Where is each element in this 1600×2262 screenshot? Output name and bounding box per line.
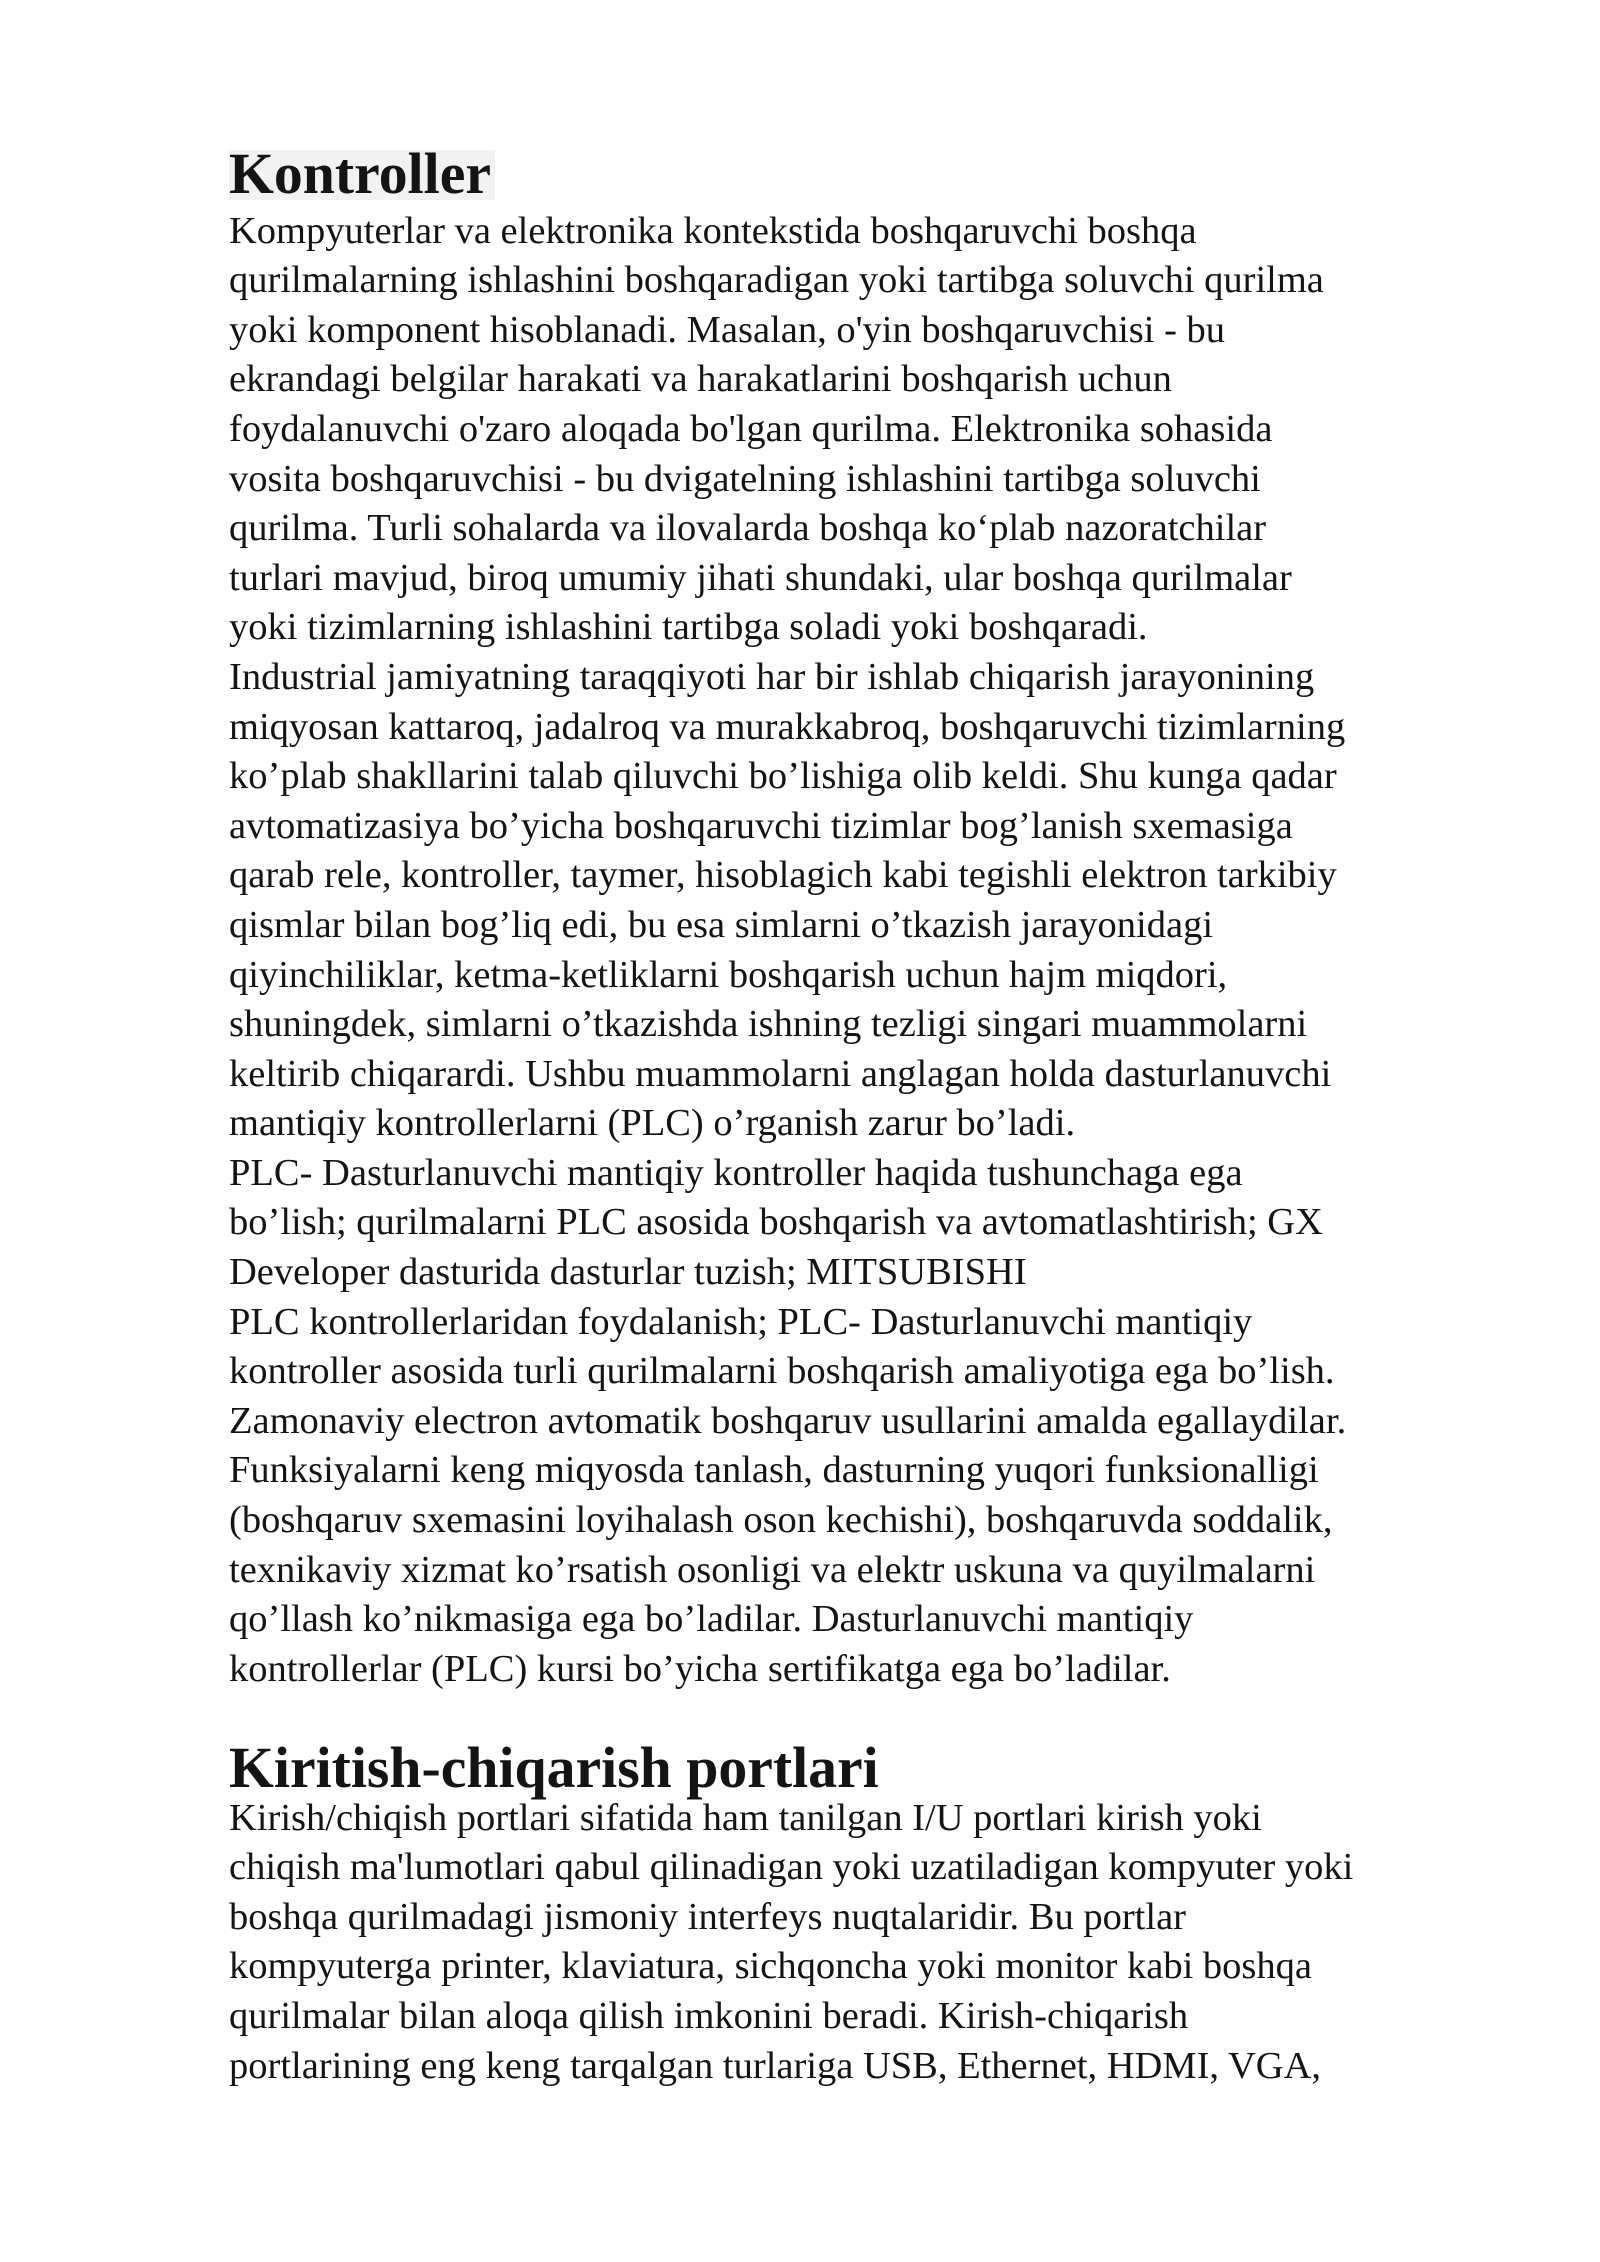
section-heading: Kontroller (229, 150, 495, 200)
paragraph-body (229, 207, 1529, 1695)
text-line: PLC kontrollerlaridan foydalanish; PLC- Dasturlanuvchi mantiqiy (229, 1300, 1253, 1343)
text-line: (boshqaruv sxemasini loyihalash oson kechishi), boshqaruvda soddalik, (229, 1499, 1333, 1542)
text-line: yoki tizimlarning ishlashini tartibga soladi yoki boshqaradi. (229, 606, 1148, 649)
text-line: kontrollerlar (PLC) kursi bo’yicha sertifikatga ega bo’ladilar. (229, 1647, 1171, 1690)
section-io-ports (229, 1737, 1529, 2091)
text-line: Industrial jamiyatning taraqqiyoti har bir ishlab chiqarish jarayonining (229, 655, 1315, 698)
document-page (229, 143, 1529, 2091)
text-line: Kompyuterlar va elektronika kontekstida boshqaruvchi boshqa (229, 209, 1197, 252)
text-line: Zamonaviy electron avtomatik boshqaruv usullarini amalda egallaydilar. (229, 1399, 1347, 1442)
text-line: qismlar bilan bog’liq edi, bu esa simlarni o’tkazish jarayonidagi (229, 903, 1214, 946)
text-line: bo’lish; qurilmalarni PLC asosida boshqarish va avtomatlashtirish; GX (229, 1201, 1323, 1244)
text-line: foydalanuvchi o'zaro aloqada bo'lgan qurilma. Elektronika sohasida (229, 407, 1273, 450)
text-line: avtomatizasiya bo’yicha boshqaruvchi tizimlar bog’lanish sxemasiga (229, 804, 1293, 847)
text-line: Funksiyalarni keng miqyosda tanlash, dasturning yuqori funksionalligi (229, 1449, 1319, 1492)
text-line: ko’plab shakllarini talab qiluvchi bo’lishiga olib keldi. Shu kunga qadar (229, 755, 1337, 798)
text-line: qurilmalarning ishlashini boshqaradigan yoki tartibga soluvchi qurilma (229, 259, 1324, 302)
text-line: chiqish ma'lumotlari qabul qilinadigan yoki uzatiladigan kompyuter yoki (229, 1846, 1354, 1889)
text-line: ekrandagi belgilar harakati va harakatlarini boshqarish uchun (229, 358, 1172, 401)
text-line: qurilmalar bilan aloqa qilish imkonini beradi. Kirish-chiqarish (229, 1994, 1189, 2037)
text-line: vosita boshqaruvchisi - bu dvigatelning ishlashini tartibga soluvchi (229, 457, 1261, 500)
text-line: turlari mavjud, biroq umumiy jihati shundaki, ular boshqa qurilmalar (229, 556, 1292, 599)
text-line: kontroller asosida turli qurilmalarni boshqarish amaliyotiga ega bo’lish. (229, 1350, 1335, 1393)
section-heading: Kiritish-chiqarish portlari (229, 1737, 879, 1800)
paragraph-body (229, 1794, 1529, 2092)
text-line: mantiqiy kontrollerlarni (PLC) o’rganish zarur bo’ladi. (229, 1102, 1076, 1145)
text-line: texnikaviy xizmat ko’rsatish osonligi va elektr uskuna va quyilmalarni (229, 1548, 1316, 1591)
text-line: portlarining eng keng tarqalgan turlariga USB, Ethernet, HDMI, VGA, (229, 2044, 1322, 2087)
text-line: boshqa qurilmadagi jismoniy interfeys nuqtalaridir. Bu portlar (229, 1895, 1186, 1938)
text-line: kompyuterga printer, klaviatura, sichqoncha yoki monitor kabi boshqa (229, 1945, 1312, 1988)
section-kontroller (229, 143, 1529, 1694)
text-line: qiyinchiliklar, ketma-ketliklarni boshqarish uchun hajm miqdori, (229, 953, 1228, 996)
text-line: qo’llash ko’nikmasiga ega bo’ladilar. Dasturlanuvchi mantiqiy (229, 1598, 1194, 1641)
text-line: Kirish/chiqish portlari sifatida ham tanilgan I/U portlari kirish yoki (229, 1796, 1262, 1839)
text-line: shuningdek, simlarni o’tkazishda ishning tezligi singari muammolarni (229, 1003, 1308, 1046)
text-line: keltirib chiqarardi. Ushbu muammolarni anglagan holda dasturlanuvchi (229, 1052, 1332, 1095)
text-line: PLC- Dasturlanuvchi mantiqiy kontroller haqida tushunchaga ega (229, 1151, 1243, 1194)
text-line: qurilma. Turli sohalarda va ilovalarda boshqa ko‘plab nazoratchilar (229, 507, 1267, 550)
text-line: qarab rele, kontroller, taymer, hisoblagich kabi tegishli elektron tarkibiy (229, 854, 1337, 897)
text-line: miqyosan kattaroq, jadalroq va murakkabroq, boshqaruvchi tizimlarning (229, 705, 1346, 748)
text-line: Developer dasturida dasturlar tuzish; MITSUBISHI (229, 1251, 1027, 1294)
text-line: yoki komponent hisoblanadi. Masalan, o'yin boshqaruvchisi - bu (229, 308, 1226, 351)
